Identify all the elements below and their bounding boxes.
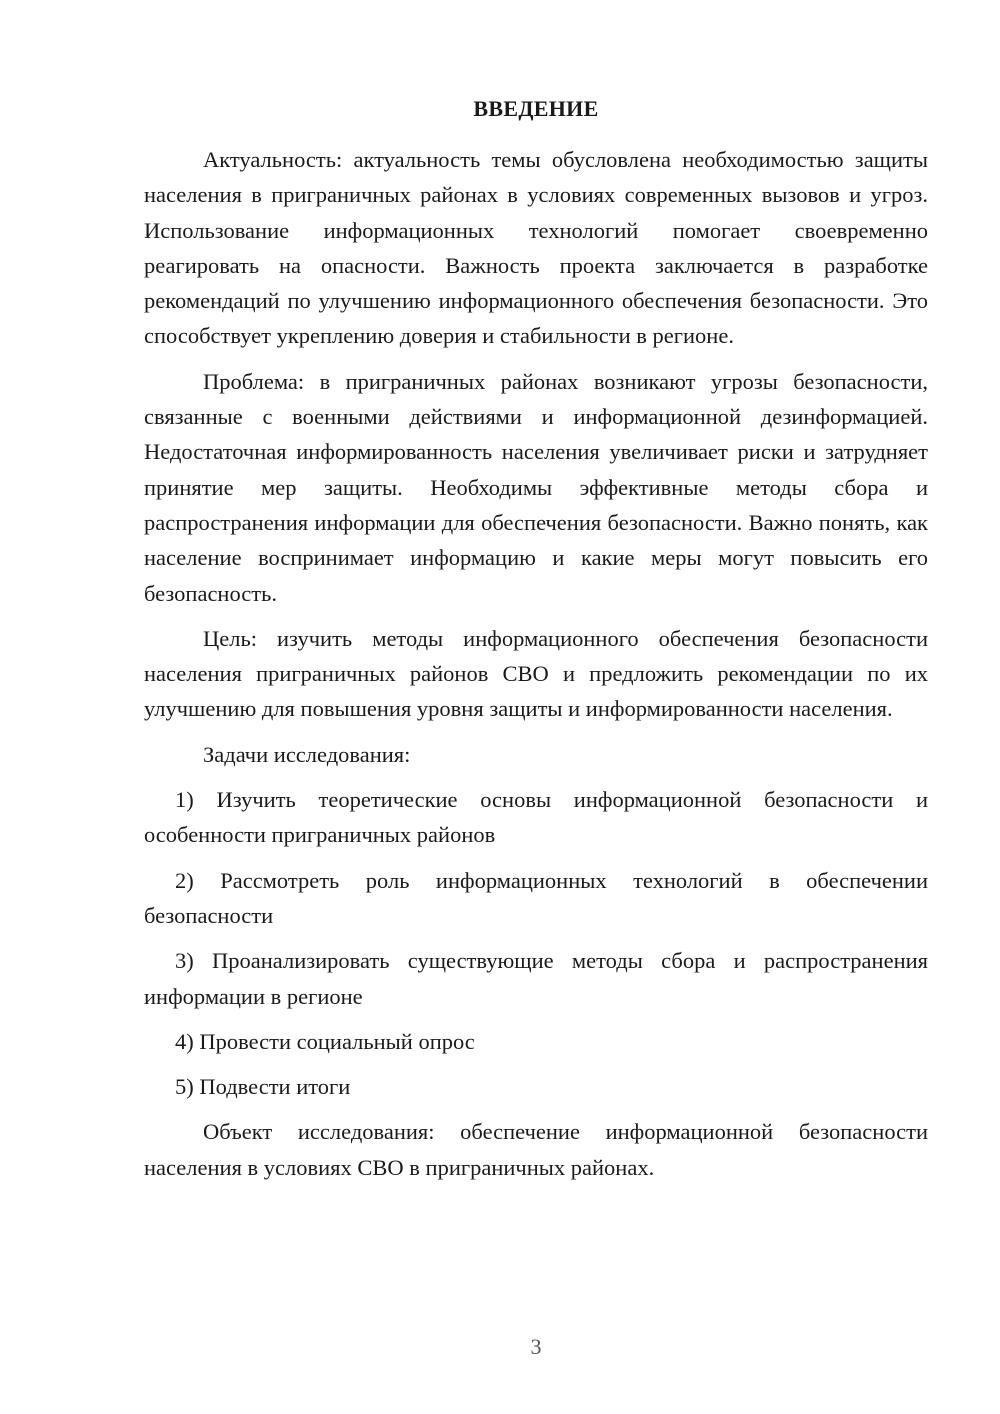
problem-paragraph: Проблема: в приграничных районах возникают угрозы безопасности, связанные с военными действиями и информационной дезинформацией. Недостаточная информированность населения увеличивает риски и затрудняет принятие мер защиты. Необходимы эффективные методы сбора и распространения информации для обеспечения безопасности. Важно понять, как население воспринимает информацию и какие меры могут повысить его безопасность. xyxy=(144,368,928,606)
tasks-heading: Задачи исследования: xyxy=(203,741,411,767)
task-item: 5) Подвести итоги xyxy=(175,1074,351,1100)
relevance-paragraph: Актуальность: актуальность темы обусловлена необходимостью защиты населения в приграничных районах в условиях современных вызовов и угроз. Использование информационных технологий помогает своевременно реагировать на опасности. Важность проекта заключается в разработке рекомендаций по улучшению информационного обеспечения безопасности. Это способствует укреплению доверия и стабильности в регионе. xyxy=(144,147,928,349)
task-item: 3) Проанализировать существующие методы сбора и распространения информации в регионе xyxy=(144,948,928,1009)
task-item: 1) Изучить теоретические основы информационной безопасности и особенности приграничных районов xyxy=(144,787,928,848)
page-number: 3 xyxy=(530,1334,542,1359)
task-item: 4) Провести социальный опрос xyxy=(175,1028,475,1054)
page-title: ВВЕДЕНИЕ xyxy=(473,96,599,121)
document-body xyxy=(144,142,928,1195)
object-paragraph: Объект исследования: обеспечение информационной безопасности населения в условиях СВО в приграничных районах. xyxy=(144,1119,928,1180)
task-item: 2) Рассмотреть роль информационных технологий в обеспечении безопасности xyxy=(144,867,928,928)
goal-paragraph: Цель: изучить методы информационного обеспечения безопасности населения приграничных районов СВО и предложить рекомендации по их улучшению для повышения уровня защиты и информированности населения. xyxy=(144,625,928,722)
